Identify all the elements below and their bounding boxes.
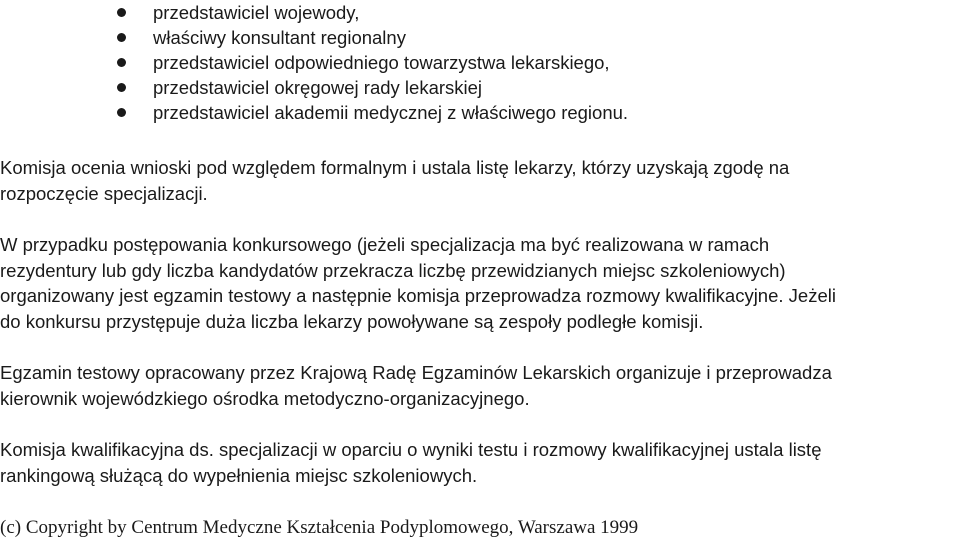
list-item [0,75,628,100]
list-item-text: przedstawiciel wojewody, [153,2,360,23]
bullet-icon [117,58,126,67]
list-item [0,50,628,75]
list-item-text: przedstawiciel okręgowej rady lekarskiej [153,77,483,98]
paragraph-line: do konkursu przystępuje duża liczba lekarzy powoływane są zespoły podległe komisji. [0,310,704,332]
list-item [0,0,628,25]
paragraph-line: Egzamin testowy opracowany przez Krajową Radę Egzaminów Lekarskich organizuje i przeprowadza [0,362,832,383]
list-item [0,25,628,50]
bullet-icon [117,83,126,92]
paragraph-line: W przypadku postępowania konkursowego (jeżeli specjalizacja ma być realizowana w ramach [0,234,770,255]
paragraph-ranking-list [0,437,958,488]
bullet-icon [117,108,126,117]
paragraph-line: Komisja kwalifikacyjna ds. specjalizacji w oparciu o wyniki testu i rozmowy kwalifikacyjnej ustala listę [0,439,822,460]
list-item-text: przedstawiciel odpowiedniego towarzystwa lekarskiego, [153,52,610,73]
list-item [0,100,628,125]
paragraph-line: Komisja ocenia wnioski pod względem formalnym i ustala listę lekarzy, którzy uzyskają zgodę na [0,157,790,178]
bullet-icon [117,33,126,42]
paragraph-competition-procedure [0,232,958,334]
paragraph-line: kierownik wojewódzkiego ośrodka metodyczno-organizacyjnego. [0,387,530,409]
paragraph-line: rankingową służącą do wypełnienia miejsc szkoleniowych. [0,464,478,486]
paragraph-line: rezydentury lub gdy liczba kandydatów przekracza liczbę przewidzianych miejsc szkoleniowych) [0,259,786,281]
paragraph-commission-evaluation [0,155,958,206]
bullet-icon [117,8,126,17]
copyright-footer: (c) Copyright by Centrum Medyczne Kształcenia Podyplomowego, Warszawa 1999 [0,517,639,538]
committee-members-list [0,0,628,125]
list-item-text: właściwy konsultant regionalny [153,27,406,48]
paragraph-test-exam [0,360,958,411]
list-item-text: przedstawiciel akademii medycznej z właściwego regionu. [153,102,629,123]
paragraph-line: rozpoczęcie specjalizacji. [0,182,208,204]
paragraph-line: organizowany jest egzamin testowy a następnie komisja przeprowadza rozmowy kwalifikacyjne. Jeżeli [0,285,836,306]
